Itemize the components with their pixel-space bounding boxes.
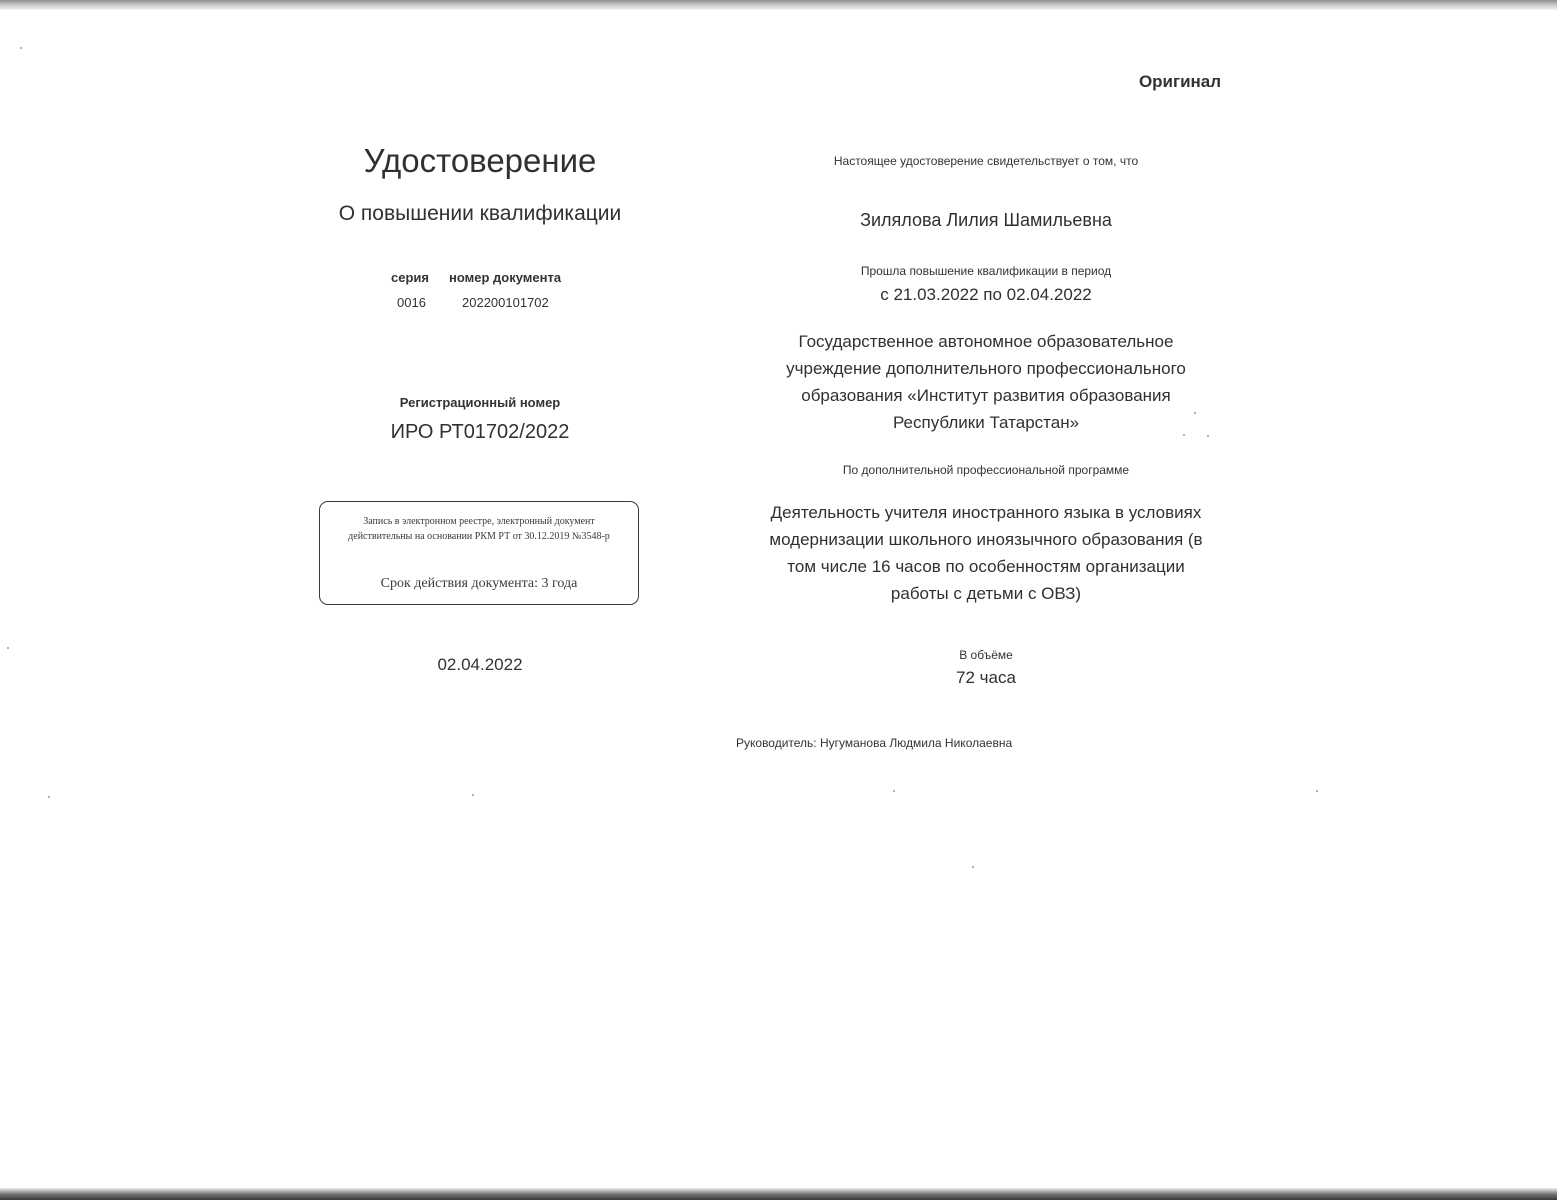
series-label: серия: [391, 270, 429, 285]
document-subtitle: О повышении квалификации: [338, 202, 622, 225]
issue-date: 02.04.2022: [437, 655, 523, 674]
document-number-value: 202200101702: [462, 295, 549, 310]
institution-line: Государственное автономное образовательное: [798, 332, 1174, 351]
scan-speck: [7, 647, 9, 649]
volume-label: В объёме: [959, 648, 1013, 662]
series-value: 0016: [397, 295, 426, 310]
program-line: том числе 16 часов по особенностям организации: [787, 557, 1185, 576]
stamp-line: Запись в электронном реестре, электронный документ: [363, 516, 595, 527]
director-signature-line: Руководитель: Нугуманова Людмила Николаевна: [736, 736, 1013, 750]
registration-label: Регистрационный номер: [399, 395, 561, 410]
program-label: По дополнительной профессиональной программе: [842, 463, 1130, 477]
scan-speck: [893, 790, 895, 792]
document-title: Удостоверение: [363, 142, 597, 179]
certifies-text: Настоящее удостоверение свидетельствует о том, что: [833, 154, 1139, 168]
scan-speck: [48, 796, 50, 798]
stamp-line: действительны на основании РКМ РТ от 30.12.2019 №3548-р: [348, 531, 610, 542]
program-line: работы с детьми с ОВЗ): [890, 584, 1082, 603]
program-line: модернизации школьного иноязычного образования (в: [769, 530, 1203, 549]
period-label: Прошла повышение квалификации в период: [860, 264, 1112, 278]
scan-speck: [472, 794, 474, 796]
scan-speck: [972, 866, 974, 868]
person-name: Зилялова Лилия Шамильевна: [860, 210, 1112, 230]
institution-line: образования «Институт развития образования: [801, 386, 1171, 405]
stamp-validity: Срок действия документа: 3 года: [380, 576, 578, 591]
program-name: [686, 499, 1286, 607]
scan-bottom-edge: [0, 1188, 1557, 1200]
document-number-label: номер документа: [449, 270, 562, 285]
institution-line: Республики Татарстан»: [892, 413, 1080, 432]
volume-value: 72 часа: [956, 668, 1016, 687]
program-line: Деятельность учителя иностранного языка в условиях: [770, 503, 1202, 522]
scan-speck: [1316, 790, 1318, 792]
original-label: Оригинал: [1138, 72, 1222, 91]
period-value: с 21.03.2022 по 02.04.2022: [880, 285, 1092, 304]
registry-stamp: [319, 501, 639, 605]
institution-name: [686, 328, 1286, 436]
institution-line: учреждение дополнительного профессионального: [786, 359, 1186, 378]
scan-speck: [20, 47, 22, 49]
scan-top-edge: [0, 0, 1557, 10]
registration-number: ИРО РТ01702/2022: [390, 421, 570, 443]
